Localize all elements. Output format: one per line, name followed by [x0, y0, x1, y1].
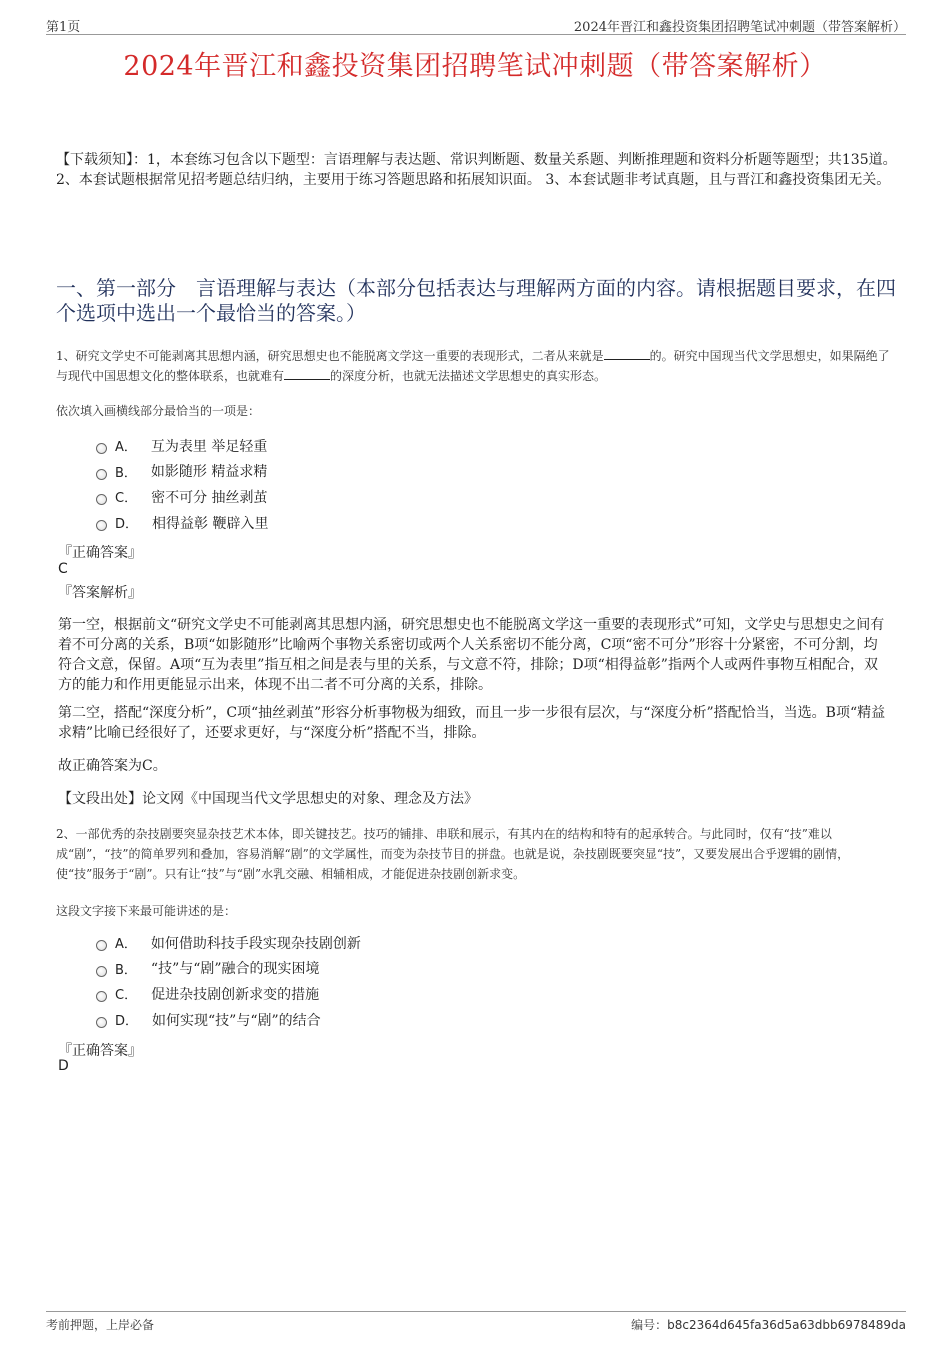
footer-slogan: 考前押题，上岸必备: [46, 1318, 155, 1332]
option-text: 如何借助科技手段实现杂技剧创新: [150, 935, 361, 952]
option-b[interactable]: [96, 956, 361, 982]
answer-label: 『正确答案』: [58, 1043, 142, 1059]
option-letter: C．: [115, 491, 138, 507]
radio-icon[interactable]: [96, 1017, 107, 1028]
page-title: 2024年晋江和鑫投资集团招聘笔试冲刺题（带答案解析）: [123, 51, 827, 82]
radio-icon[interactable]: [96, 469, 107, 480]
analysis-conclusion: 故正确答案为C。: [58, 758, 167, 774]
option-letter: A．: [115, 440, 137, 456]
option-b[interactable]: [96, 459, 268, 485]
option-text: 促进杂技剧创新求变的措施: [151, 986, 320, 1003]
option-a[interactable]: [96, 930, 361, 956]
page-number: 第1页: [46, 20, 81, 35]
option-d[interactable]: [96, 1007, 361, 1033]
option-letter: C．: [115, 988, 138, 1004]
question-1-stem: [56, 346, 896, 386]
option-text: 如影随形 精益求精: [150, 464, 268, 481]
correct-answer: D: [58, 1058, 69, 1074]
question-2-stem: 2、一部优秀的杂技剧要突显杂技艺术本体，即关键技艺。技巧的铺排、串联和展示，有其内在的结构和特有的起承转合。与此同时，仅有“技”难以成“剧”，“技”的简单罗列和叠加，容易消解“剧”的文学属性，而变为杂技节目的拼盘。也就是说，杂技剧既要突显“技”，又要发展出合乎逻辑的剧情，使“技”服务于“剧”。只有让“技”与“剧”水乳交融、相辅相成，才能促进杂技剧创新求变。: [56, 827, 850, 881]
option-text: “技”与“剧”融合的现实困境: [150, 961, 320, 978]
analysis-label: 『答案解析』: [58, 585, 142, 601]
radio-icon[interactable]: [96, 991, 107, 1002]
analysis-paragraph-1: 第一空，根据前文“研究文学史不可能剥离其思想内涵，研究思想史也不能脱离文学这一重要的表现形式”可知，文学史与思想史之间有着不可分离的关系，B项“如影随形”比喻两个事物关系密切或两个人关系密切不能分离，C项“密不可分”形容十分紧密，不可分割，均符合文意，保留。A项“互为表里”指互相之间是表与里的关系，与文意不符，排除；D项“相得益彰”指两个人或两件事物互相配合，双方的能力和作用更能显示出来，体现不出二者不可分离的关系，排除。: [58, 617, 885, 693]
option-text: 密不可分 抽丝剥茧: [151, 489, 268, 506]
radio-icon[interactable]: [96, 494, 107, 505]
option-letter: B．: [115, 465, 137, 481]
question-1-stem-part2: 的。研究中国现当代文学思想史，如果隔绝了与现代中国思想文化的整体联系，也就难有: [56, 349, 890, 383]
option-text: 如何实现“技”与“剧”的结合: [152, 1012, 321, 1029]
section-title: 一、第一部分 言语理解与表达（本部分包括表达与理解两方面的内容。请根据题目要求，在四个选项中选出一个最恰当的答案。）: [56, 276, 896, 325]
header-doc-title: 2024年晋江和鑫投资集团招聘笔试冲刺题（带答案解析）: [573, 20, 906, 35]
option-letter: D．: [115, 1014, 139, 1030]
option-c[interactable]: [96, 981, 361, 1007]
option-d[interactable]: [96, 510, 268, 536]
download-notice: 【下载须知】：1，本套练习包含以下题型：言语理解与表达题、常识判断题、数量关系题、判断推理题和资料分析题等题型；共135道。 2、本套试题根据常见招考题总结归纳，主要用于练习答题思路和拓展知识面。 3、本套试题非考试真题，且与晋江和鑫投资集团无关。: [56, 152, 897, 188]
option-letter: B．: [115, 962, 137, 978]
correct-answer: C: [58, 561, 68, 577]
option-text: 相得益彰 鞭辟入里: [152, 515, 269, 532]
source-note: 【文段出处】论文网《中国现当代文学思想史的对象、理念及方法》: [58, 791, 478, 807]
question-2-prompt: 这段文字接下来最可能讲述的是：: [56, 904, 237, 918]
answer-label: 『正确答案』: [58, 545, 142, 561]
option-letter: D．: [115, 517, 139, 533]
page-header: [46, 14, 906, 35]
radio-icon[interactable]: [96, 966, 107, 977]
question-1-options: [96, 433, 268, 535]
option-letter: A．: [115, 937, 137, 953]
analysis-paragraph-2: 第二空，搭配“深度分析”，C项“抽丝剥茧”形容分析事物极为细致，而且一步一步很有层次，与“深度分析”搭配恰当，当选。B项“精益求精”比喻已经很好了，还要求更好，与“深度分析”搭配不当，排除。: [58, 705, 886, 741]
fill-blank-1: [604, 347, 650, 360]
option-c[interactable]: [96, 484, 268, 510]
option-text: 互为表里 举足轻重: [150, 438, 268, 455]
page-footer: [46, 1311, 906, 1336]
option-a[interactable]: [96, 433, 268, 459]
radio-icon[interactable]: [96, 443, 107, 454]
fill-blank-2: [284, 367, 330, 380]
question-1-prompt: 依次填入画横线部分最恰当的一项是：: [56, 404, 261, 418]
question-1-stem-part3: 的深度分析，也就无法描述文学思想史的真实形态。: [330, 369, 607, 383]
question-1-stem-part1: 1、研究文学史不可能剥离其思想内涵，研究思想史也不能脱离文学这一重要的表现形式，二者从来就是: [56, 349, 604, 363]
question-2-options: [96, 930, 361, 1032]
radio-icon[interactable]: [96, 940, 107, 951]
radio-icon[interactable]: [96, 520, 107, 531]
footer-doc-id: 编号：b8c2364d645fa36d5a63dbb6978489da: [631, 1318, 906, 1332]
